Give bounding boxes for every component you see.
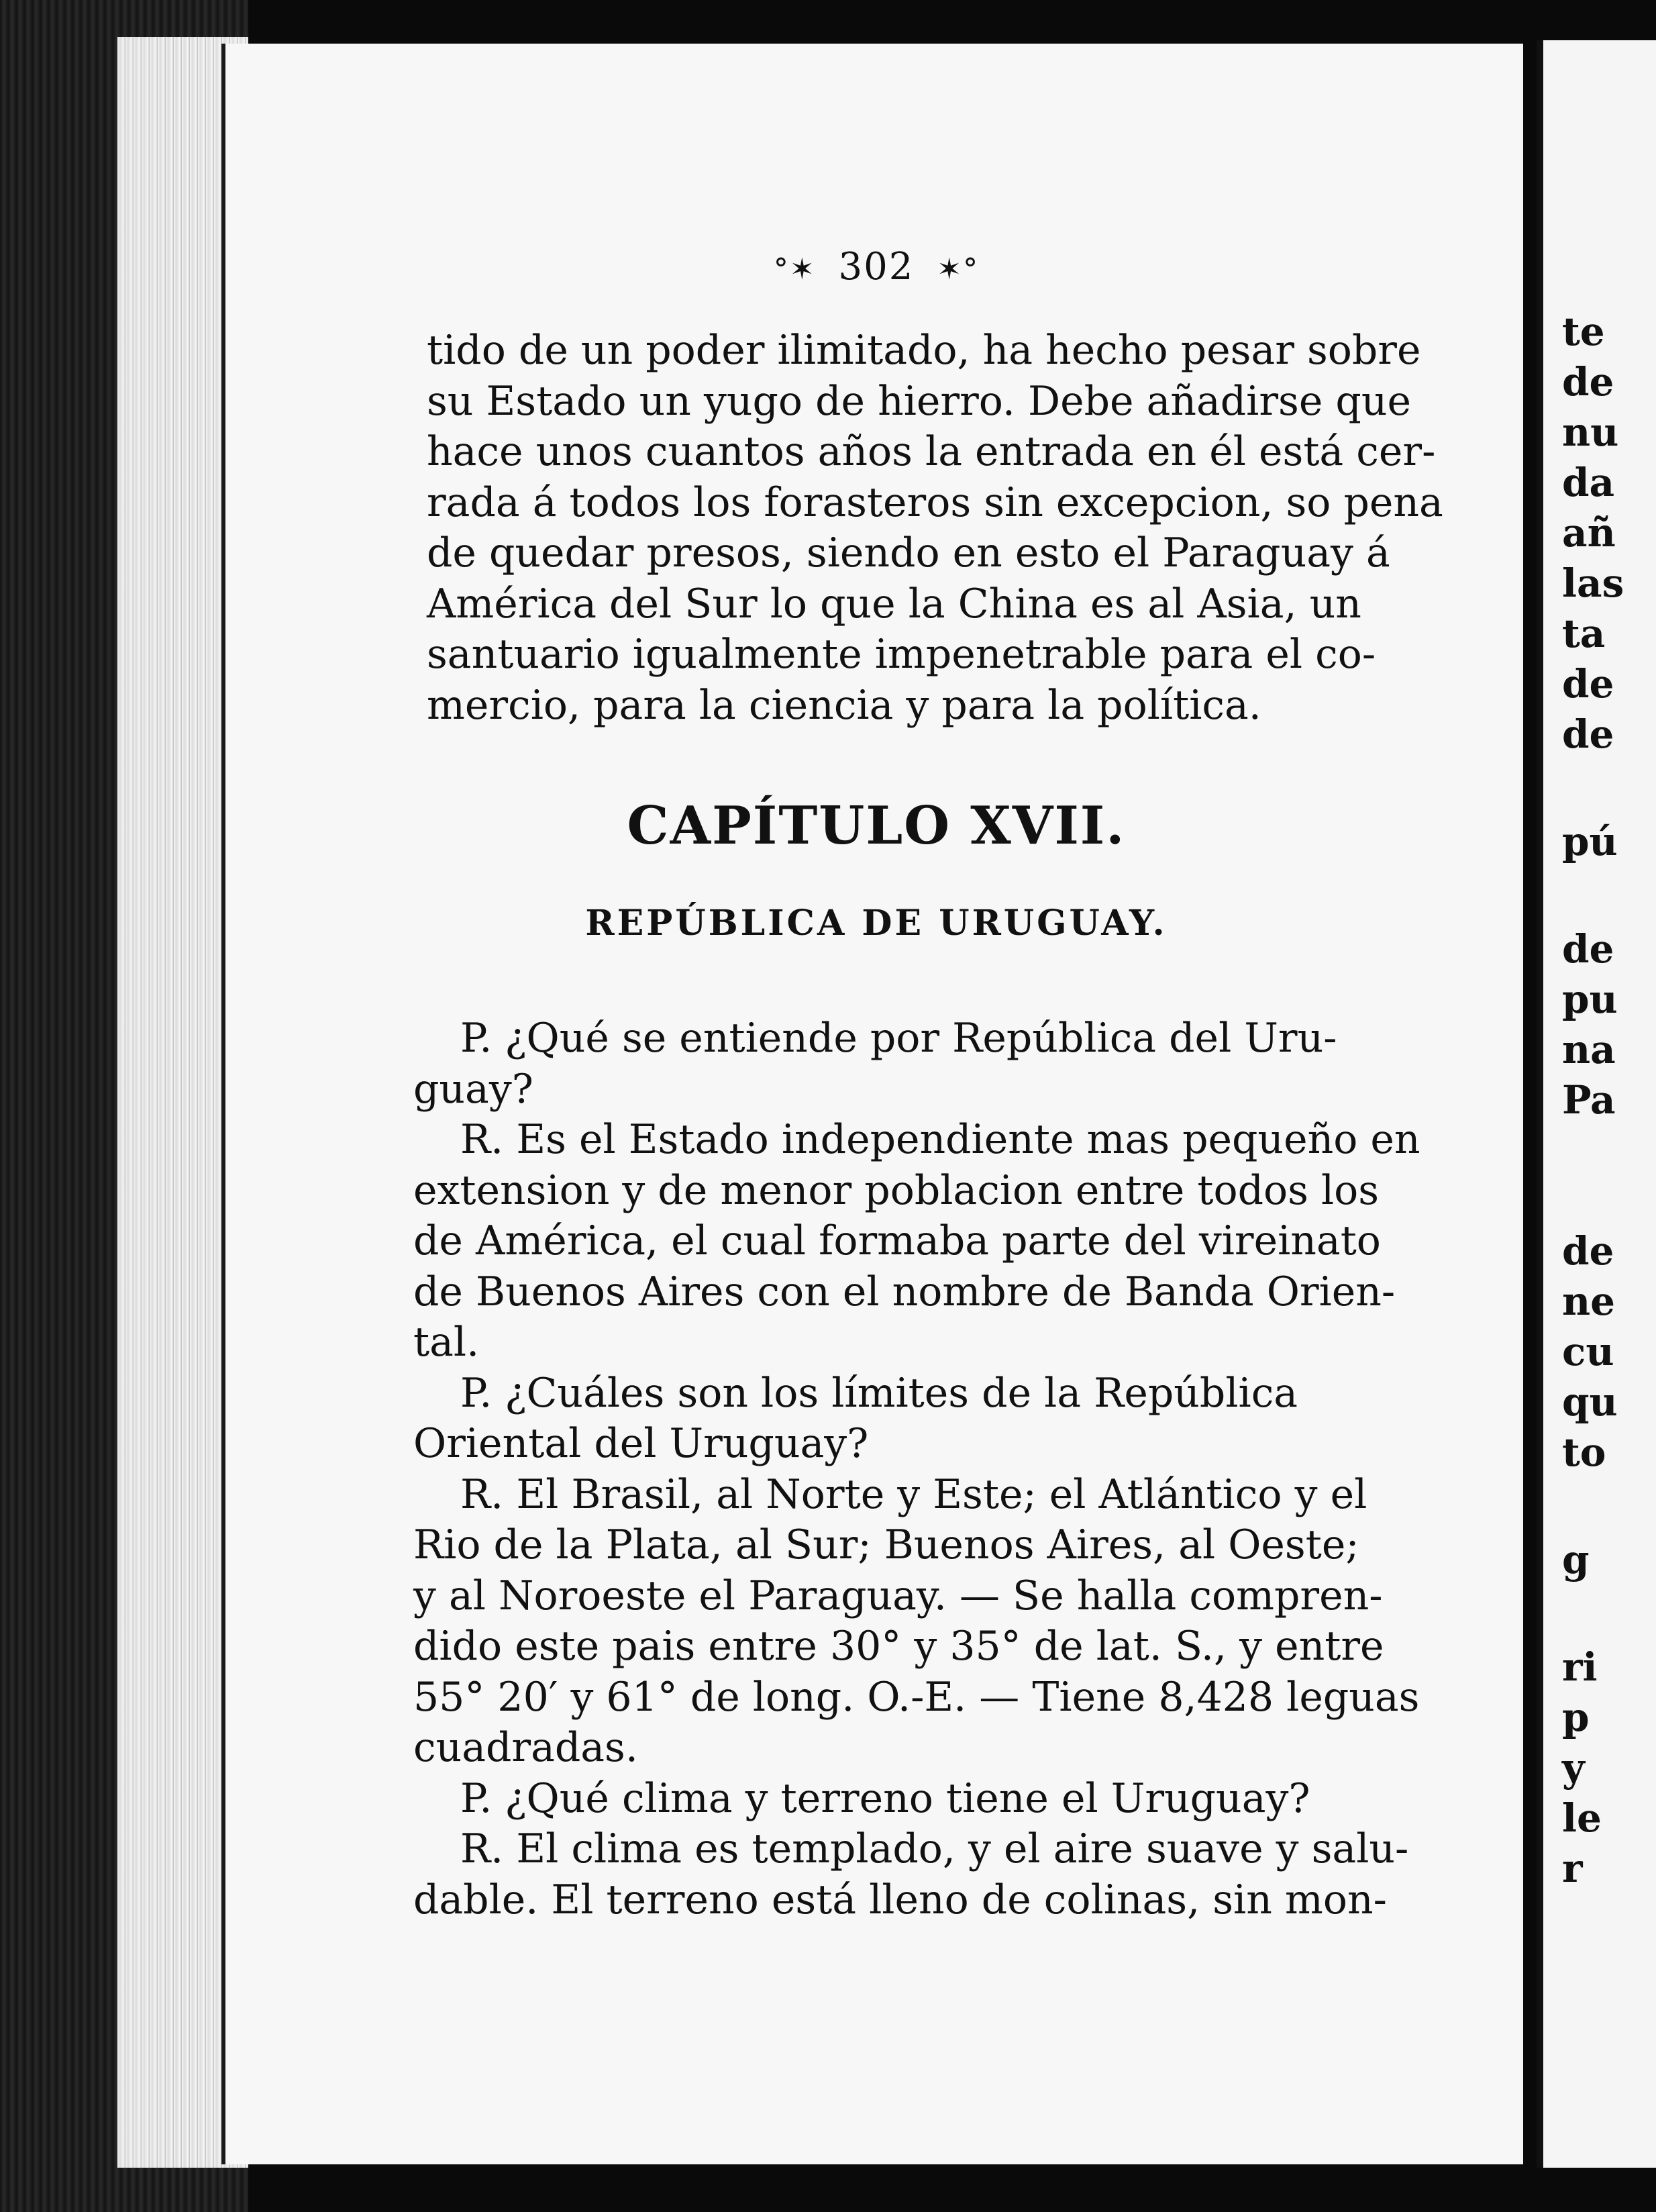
text-line: cuadradas. xyxy=(413,1724,638,1771)
next-page-fragment: ri xyxy=(1562,1644,1598,1690)
next-page-fragment: las xyxy=(1562,560,1624,606)
text-line: rada á todos los forasteros sin excepcion, so pena xyxy=(427,479,1443,526)
text-line: guay? xyxy=(413,1065,533,1113)
text-line: P. ¿Qué se entiende por República del Uru- xyxy=(460,1015,1337,1062)
ornament-right-icon: ✶° xyxy=(937,252,980,287)
book-page xyxy=(221,44,1523,2164)
next-page-fragment: te xyxy=(1562,309,1605,354)
text-line: P. ¿Qué clima y terreno tiene el Uruguay? xyxy=(460,1774,1310,1822)
next-page-fragment: y xyxy=(1562,1745,1585,1791)
text-line: Oriental del Uruguay? xyxy=(413,1420,869,1467)
next-page-fragment: ta xyxy=(1562,611,1606,656)
text-line: Rio de la Plata, al Sur; Buenos Aires, al Oeste; xyxy=(413,1521,1359,1568)
next-page-fragment: pu xyxy=(1562,976,1618,1022)
next-page-fragment: p xyxy=(1562,1695,1590,1740)
text-line: R. El clima es templado, y el aire suave y salu- xyxy=(460,1825,1409,1872)
text-line: hace unos cuantos años la entrada en él está cer- xyxy=(427,428,1436,475)
next-page-fragment: nu xyxy=(1562,409,1619,455)
text-line: santuario igualmente impenetrable para el co- xyxy=(427,631,1376,678)
next-page-edge xyxy=(1537,40,1656,2168)
next-page-fragment: da xyxy=(1562,460,1615,505)
text-line: dable. El terreno está lleno de colinas, sin mon- xyxy=(413,1876,1387,1923)
next-page-fragment: cu xyxy=(1562,1329,1614,1374)
next-page-fragment: de xyxy=(1562,711,1614,757)
next-page-fragment: de xyxy=(1562,661,1614,707)
next-page-fragment: to xyxy=(1562,1429,1606,1475)
next-page-fragment: na xyxy=(1562,1027,1616,1072)
next-page-fragment: Pa xyxy=(1562,1077,1616,1123)
next-page-fragment: de xyxy=(1562,1228,1614,1274)
next-page-fragment: g xyxy=(1562,1537,1590,1582)
next-page-fragment: añ xyxy=(1562,510,1616,556)
qa-text xyxy=(413,1013,1621,1925)
ornament-left-icon: °✶ xyxy=(773,252,816,287)
text-line: tal. xyxy=(413,1319,480,1366)
next-page-fragment: ne xyxy=(1562,1278,1616,1324)
chapter-title: CAPÍTULO XVII. xyxy=(627,795,1126,856)
text-line: P. ¿Cuáles son los límites de la República xyxy=(460,1369,1298,1417)
text-line: R. El Brasil, al Norte y Este; el Atlántico y el xyxy=(460,1470,1367,1518)
next-page-fragment: de xyxy=(1562,359,1614,405)
text-line: y al Noroeste el Paraguay. — Se halla compren- xyxy=(413,1572,1383,1619)
text-line: de América, el cual formaba parte del vireinato xyxy=(413,1217,1381,1264)
intro-paragraph xyxy=(427,325,1635,731)
next-page-fragment: pú xyxy=(1562,819,1618,864)
next-page-fragment: r xyxy=(1562,1846,1583,1891)
text-line: 55° 20′ y 61° de long. O.-E. — Tiene 8,428 leguas xyxy=(413,1673,1420,1721)
next-page-fragment: qu xyxy=(1562,1379,1618,1425)
text-line: de quedar presos, siendo en esto el Paraguay á xyxy=(427,530,1390,576)
text-line: mercio, para la ciencia y para la política. xyxy=(427,681,1261,729)
section-title: REPÚBLICA DE URUGUAY. xyxy=(585,903,1168,944)
text-line: su Estado un yugo de hierro. Debe añadirse que xyxy=(427,377,1411,425)
text-line: tido de un poder ilimitado, ha hecho pesar sobre xyxy=(427,327,1421,374)
text-line: de Buenos Aires con el nombre de Banda Orien- xyxy=(413,1268,1396,1315)
page-header xyxy=(225,245,1527,289)
next-page-fragment: le xyxy=(1562,1795,1602,1841)
next-page-fragment: de xyxy=(1562,926,1614,972)
text-line: América del Sur lo que la China es al Asia, un xyxy=(427,580,1361,627)
text-line: R. Es el Estado independiente mas pequeño en xyxy=(460,1116,1420,1163)
text-line: extension y de menor poblacion entre todos los xyxy=(413,1166,1380,1214)
text-line: dido este pais entre 30° y 35° de lat. S., y entre xyxy=(413,1623,1384,1670)
page-number: 302 xyxy=(838,245,915,289)
